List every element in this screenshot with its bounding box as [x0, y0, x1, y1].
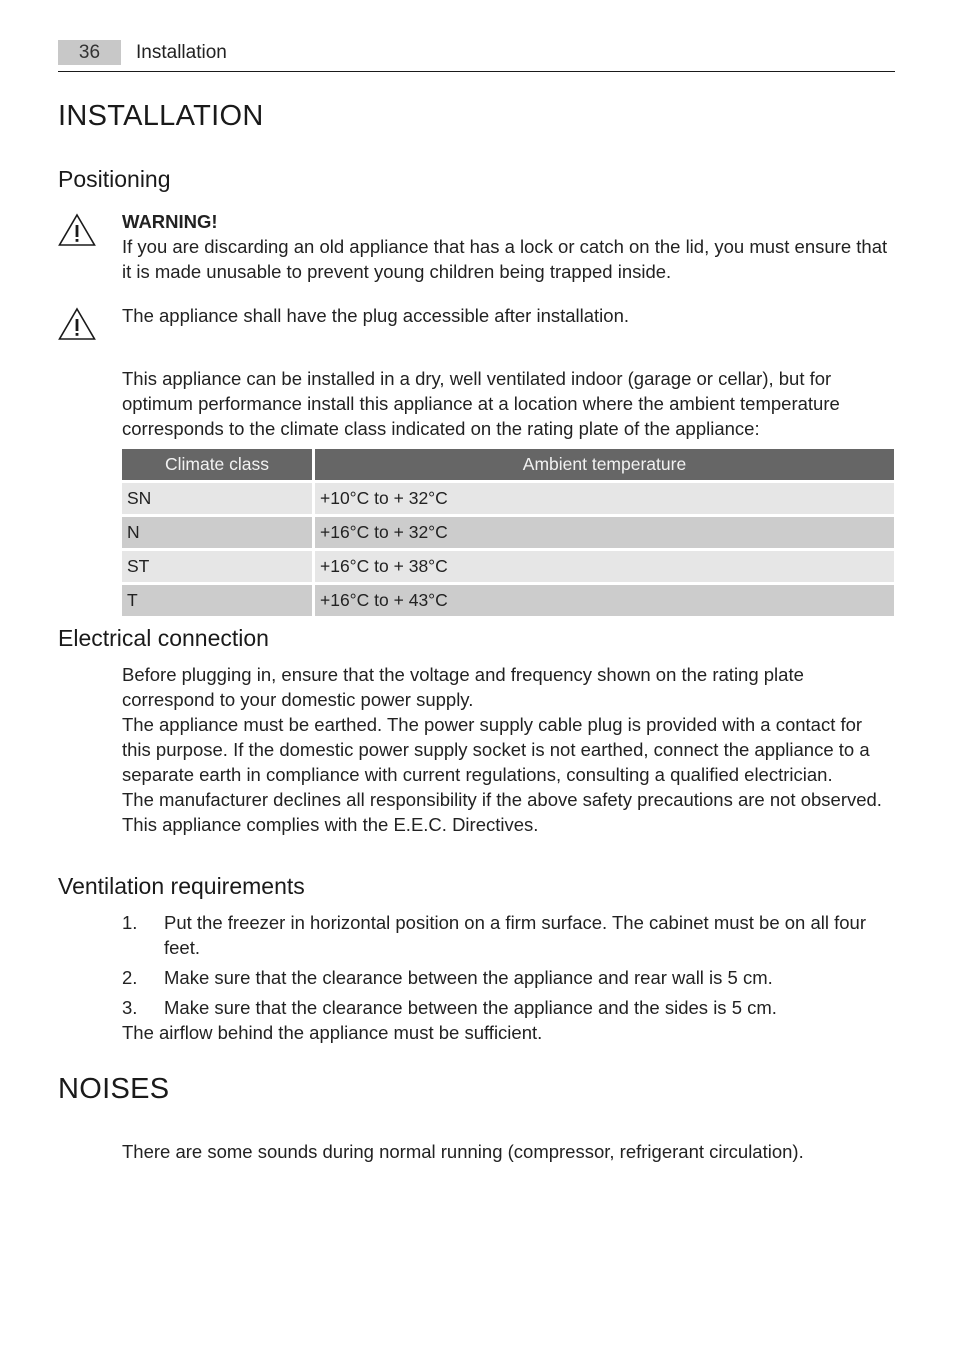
warning-block	[122, 209, 894, 284]
noises-text: There are some sounds during normal running (compressor, refrigerant circulation).	[122, 1141, 804, 1162]
installation-title: INSTALLATION	[58, 100, 264, 132]
electrical-heading: Electrical connection	[58, 625, 269, 651]
caution-triangle-icon	[57, 306, 97, 342]
warning-text: If you are discarding an old appliance that has a lock or catch on the lid, you must ensure that it is made unusable to prevent young children being trapped inside.	[122, 236, 888, 282]
climate-class-cell: ST	[122, 551, 315, 582]
table-row	[122, 551, 894, 582]
positioning-intro: This appliance can be installed in a dry, well ventilated indoor (garage or cellar), but for optimum performance install this appliance at a location where the ambient temperature corresponds to the climate class indicated on the rating plate of the appliance:	[122, 368, 840, 439]
table-header-row	[122, 449, 894, 480]
ventilation-note: The airflow behind the appliance must be sufficient.	[122, 1022, 543, 1043]
list-item	[122, 910, 894, 960]
warning-triangle-icon	[57, 212, 97, 248]
temperature-cell: +16°C to + 43°C	[315, 585, 894, 616]
page-header	[58, 40, 895, 72]
ventilation-heading: Ventilation requirements	[58, 873, 305, 899]
climate-class-table	[122, 446, 894, 619]
climate-class-cell: T	[122, 585, 315, 616]
caution-text: The appliance shall have the plug accessible after installation.	[122, 305, 630, 326]
ventilation-steps	[122, 910, 894, 1025]
step-text: Make sure that the clearance between the appliance and rear wall is 5 cm.	[164, 967, 773, 988]
climate-class-cell: SN	[122, 483, 315, 514]
noises-title: NOISES	[58, 1073, 170, 1105]
table-row	[122, 585, 894, 616]
table-row	[122, 517, 894, 548]
climate-class-cell: N	[122, 517, 315, 548]
positioning-heading: Positioning	[58, 166, 171, 192]
electrical-paragraph: The manufacturer declines all responsibility if the above safety precautions are not observed.	[122, 789, 882, 810]
temperature-cell: +16°C to + 38°C	[315, 551, 894, 582]
electrical-paragraph: Before plugging in, ensure that the voltage and frequency shown on the rating plate correspond to your domestic power supply.	[122, 664, 804, 710]
page-number: 36	[58, 40, 121, 65]
temperature-cell: +16°C to + 32°C	[315, 517, 894, 548]
electrical-paragraph: The appliance must be earthed. The power supply cable plug is provided with a contact for this purpose. If the domestic power supply socket is not earthed, connect the appliance to a separate earth in compliance with current regulations, consulting a qualified electrician.	[122, 714, 870, 785]
step-text: Make sure that the clearance between the appliance and the sides is 5 cm.	[164, 997, 777, 1018]
column-header-ambient-temperature: Ambient temperature	[315, 449, 894, 480]
step-number: 2.	[122, 967, 138, 988]
warning-label: WARNING!	[122, 211, 218, 232]
running-title: Installation	[136, 42, 227, 63]
step-number: 3.	[122, 997, 138, 1018]
electrical-paragraph: This appliance complies with the E.E.C. Directives.	[122, 814, 539, 835]
electrical-text	[122, 662, 894, 837]
step-text: Put the freezer in horizontal position on a firm surface. The cabinet must be on all four feet.	[164, 912, 867, 958]
step-number: 1.	[122, 912, 138, 933]
table-row	[122, 483, 894, 514]
list-item	[122, 965, 894, 990]
list-item	[122, 995, 894, 1020]
temperature-cell: +10°C to + 32°C	[315, 483, 894, 514]
column-header-climate-class: Climate class	[122, 449, 315, 480]
